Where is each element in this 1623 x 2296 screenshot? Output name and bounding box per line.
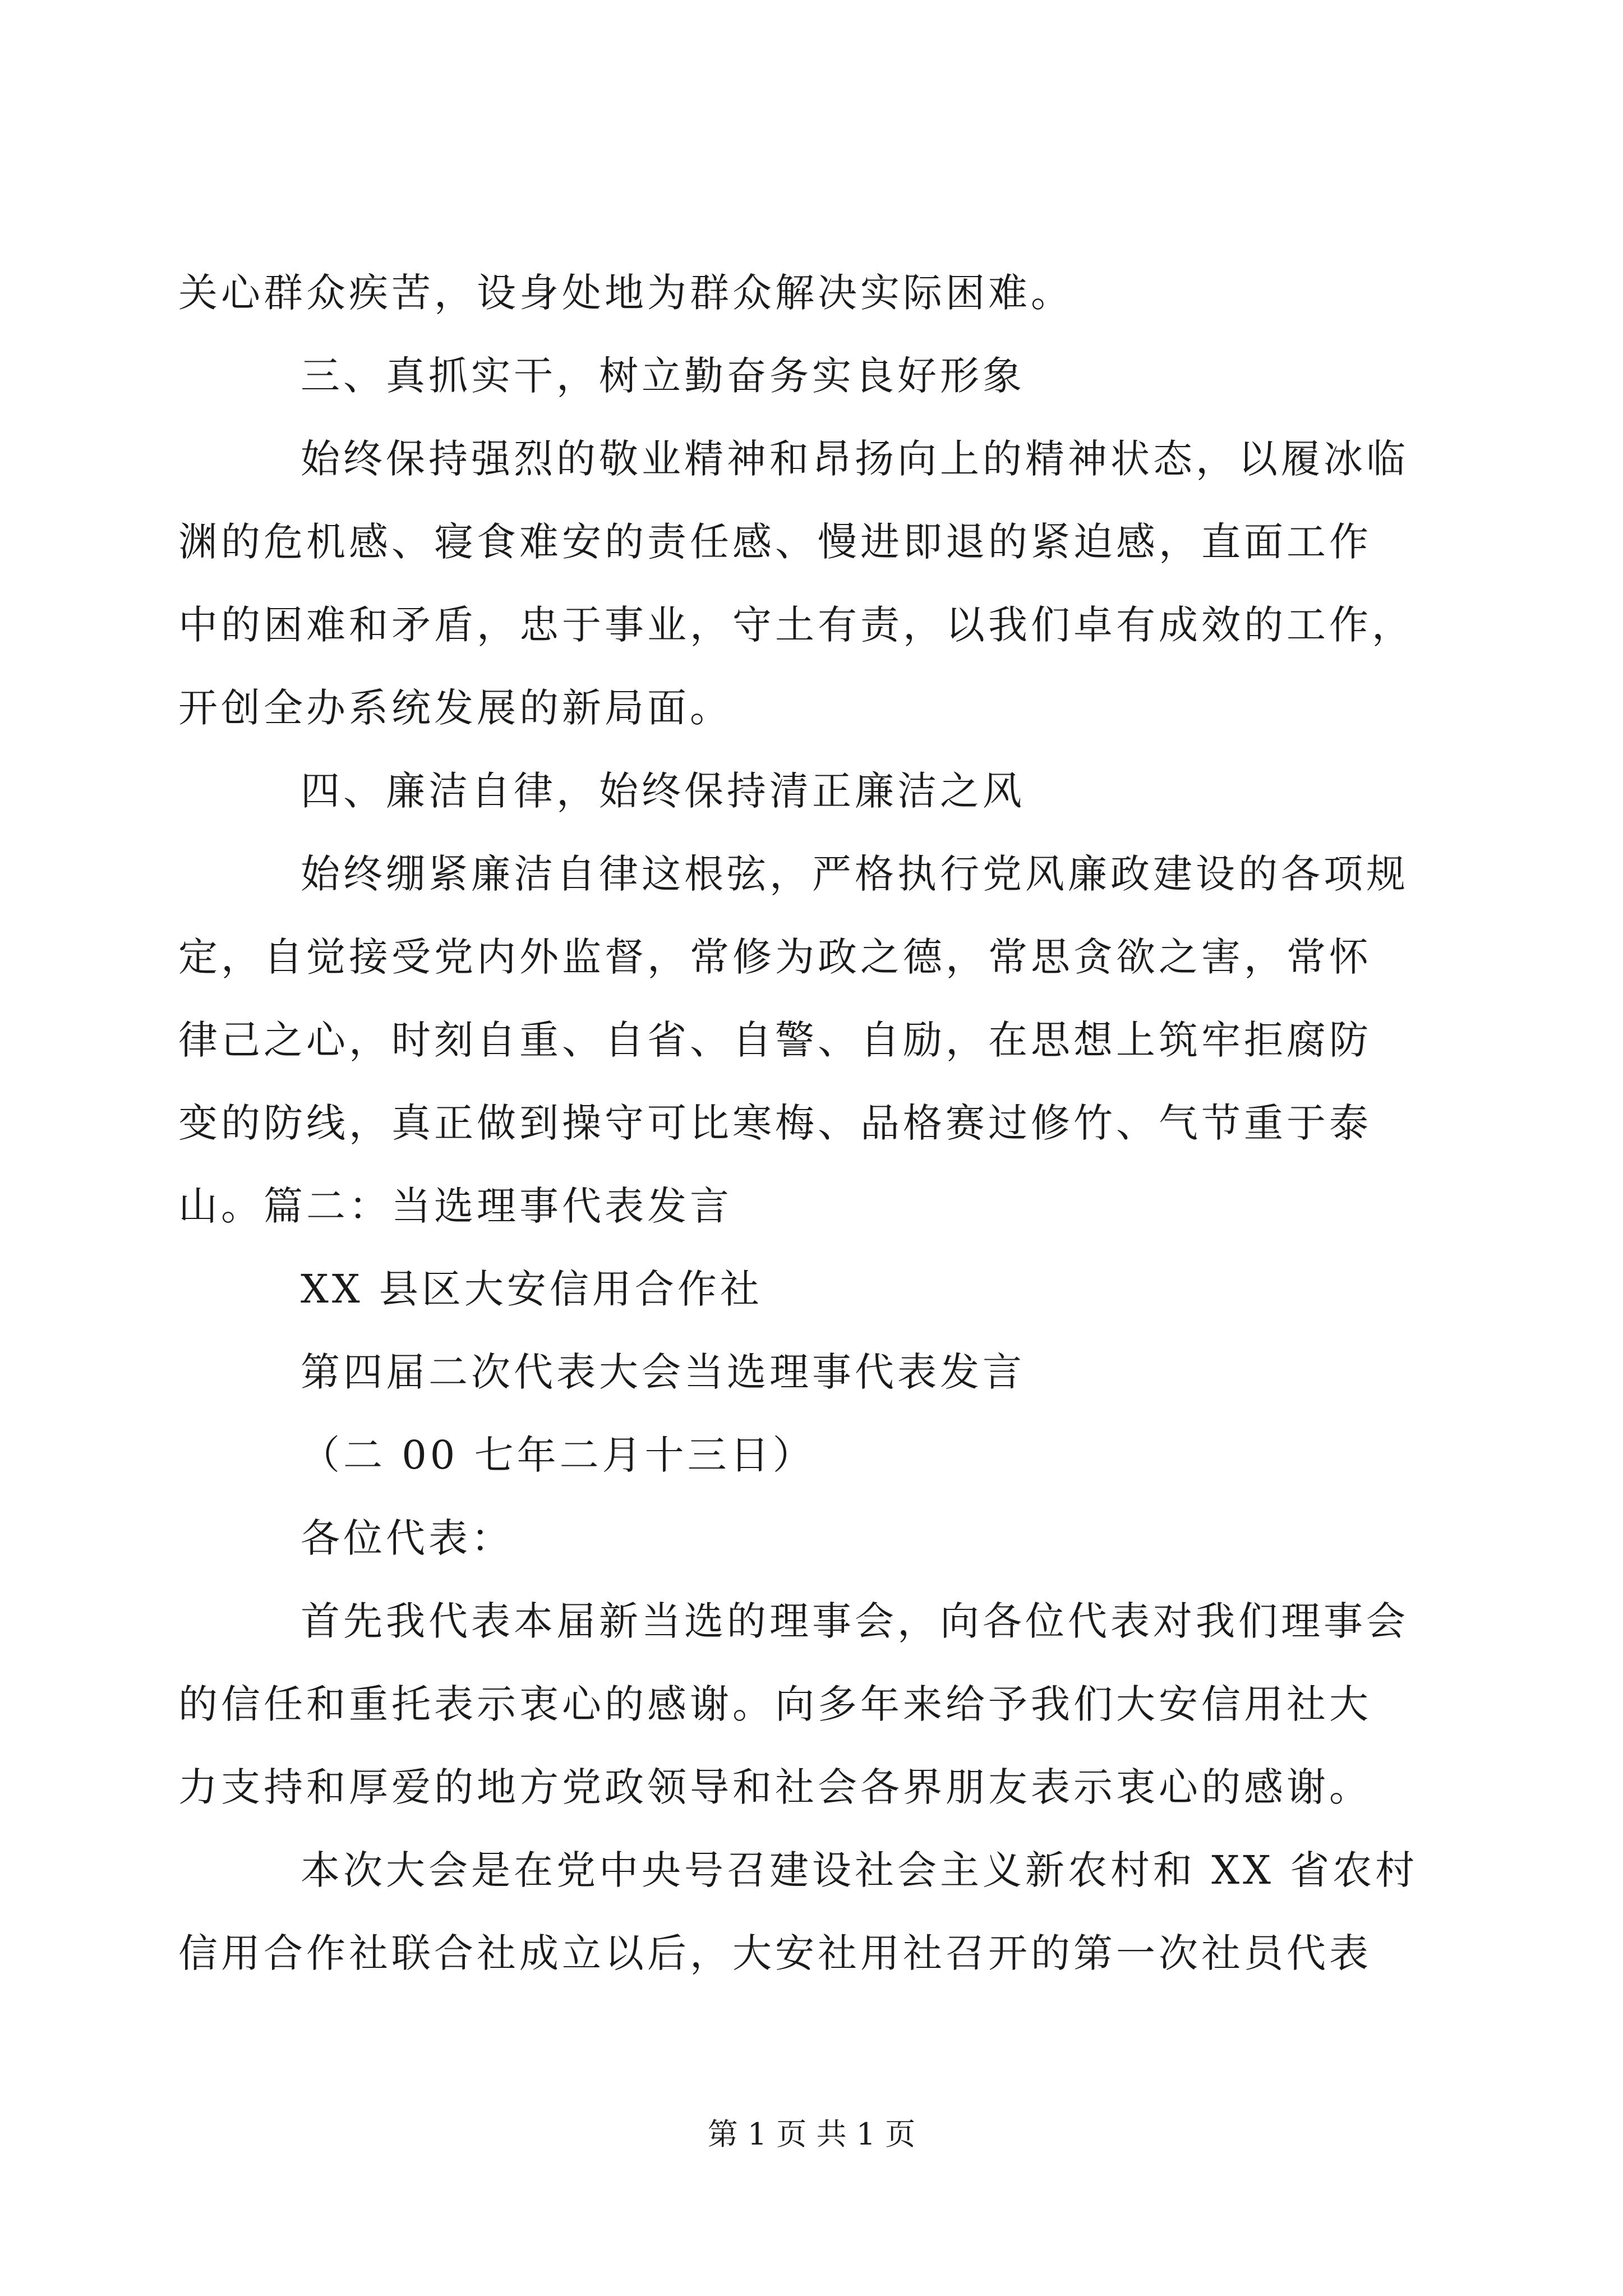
text-line: 渊的危机感、寝食难安的责任感、慢进即退的紧迫感，直面工作 <box>178 519 1372 565</box>
text-line: 的信任和重托表示衷心的感谢。向多年来给予我们大安信用社大 <box>178 1681 1372 1727</box>
section-heading: 三、真抓实干，树立勤奋务实良好形象 <box>301 353 1025 399</box>
text-line: 信用合作社联合社成立以后，大安社用社召开的第一次社员代表 <box>178 1930 1372 1976</box>
text-line: 山。篇二：当选理事代表发言 <box>178 1183 732 1229</box>
text-line: 变的防线，真正做到操守可比寒梅、品格赛过修竹、气节重于泰 <box>178 1100 1372 1146</box>
page-footer <box>0 2115 1623 2154</box>
salutation: 各位代表： <box>301 1515 514 1561</box>
text-line: 开创全办系统发展的新局面。 <box>178 685 732 731</box>
text-line: 始终保持强烈的敬业精神和昂扬向上的精神状态，以履冰临 <box>301 436 1409 482</box>
organization-name: XX 县区大安信用合作社 <box>301 1266 763 1312</box>
text-line: 律己之心，时刻自重、自省、自警、自励，在思想上筑牢拒腐防 <box>178 1017 1372 1063</box>
speech-date: （二 00 七年二月十三日） <box>301 1432 815 1478</box>
text-line: 本次大会是在党中央号召建设社会主义新农村和 XX 省农村 <box>301 1847 1418 1893</box>
text-line: 力支持和厚爱的地方党政领导和社会各界朋友表示衷心的感谢。 <box>178 1764 1372 1810</box>
text-line: 始终绷紧廉洁自律这根弦，严格执行党风廉政建设的各项规 <box>301 851 1409 897</box>
text-line: 中的困难和矛盾，忠于事业，守土有责，以我们卓有成效的工作， <box>178 602 1414 648</box>
page-number-label: 第 1 页 共 1 页 <box>707 2116 916 2152</box>
section-heading: 四、廉洁自律，始终保持清正廉洁之风 <box>301 768 1025 814</box>
document-body <box>178 251 1429 1995</box>
speech-title: 第四届二次代表大会当选理事代表发言 <box>301 1349 1025 1395</box>
text-line: 关心群众疾苦，设身处地为群众解决实际困难。 <box>178 270 1073 316</box>
text-line: 定，自觉接受党内外监督，常修为政之德，常思贪欲之害，常怀 <box>178 934 1372 980</box>
text-line: 首先我代表本届新当选的理事会，向各位代表对我们理事会 <box>301 1598 1409 1644</box>
